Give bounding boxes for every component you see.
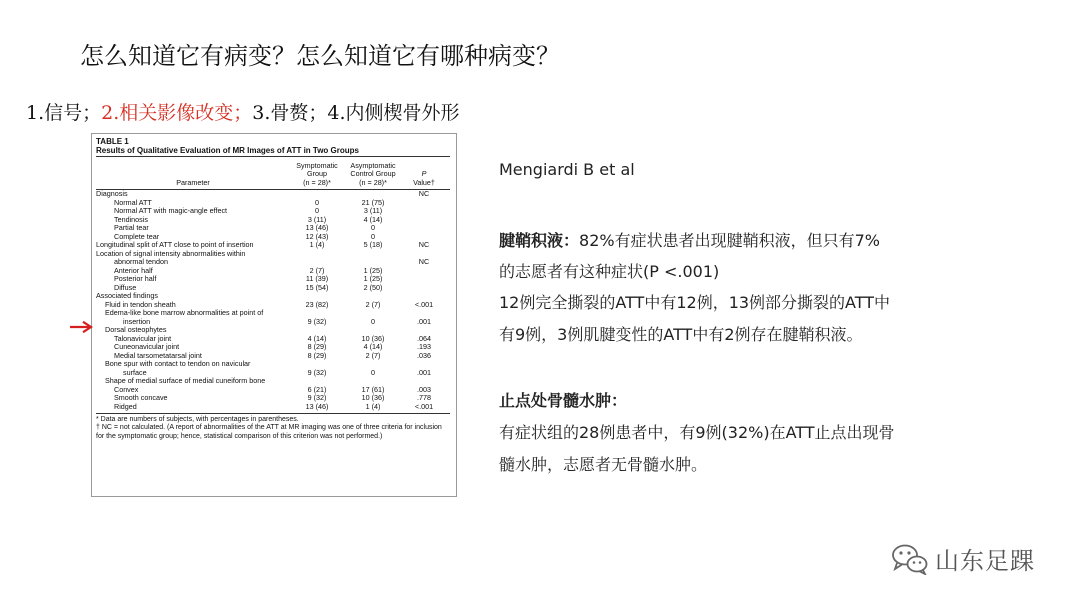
cell-asymptomatic: 3 (11) <box>363 206 383 215</box>
wechat-icon <box>891 543 929 575</box>
cell-asymptomatic: 1 (4) <box>365 401 381 411</box>
cell-symptomatic: 23 (82) <box>305 299 329 309</box>
table-row <box>96 403 450 412</box>
sheath-line-3: 12例完全撕裂的ATT中有12例，13例部分撕裂的ATT中 <box>499 293 891 312</box>
subline-part-1: 1.信号； <box>26 102 102 124</box>
subline-part-3: 3.骨赘；4.内侧楔骨外形 <box>252 102 460 124</box>
cell-p-value: .001 <box>417 316 431 326</box>
edema-line-1: 有症状组的28例患者中，有9例(32%)在ATT止点出现骨 <box>499 423 895 442</box>
cell-parameter: Medial tarsometatarsal joint <box>114 350 202 360</box>
sheath-line-1: 腱鞘积液：82%有症状患者出现腱鞘积液，但只有7% <box>499 231 880 250</box>
cell-p-value <box>404 267 444 276</box>
cell-parameter: abnormal tendon <box>114 257 168 266</box>
table-footnote-2: † NC = not calculated. (A report of abnormalities of the ATT at MR imaging was one of three criteria for inclusion for the symptomatic group; hence, statistical comparison of this criterion was not performed.) <box>96 424 442 440</box>
cell-parameter: Smooth concave <box>114 393 168 402</box>
cell-parameter: Edema-like bone marrow abnormalities at point of <box>105 308 264 317</box>
cell-parameter: Longitudinal split of ATT close to point of insertion <box>96 240 254 249</box>
cell-asymptomatic: 5 (18) <box>363 240 383 249</box>
sheath-line-2: 的志愿者有这种症状(P <.001) <box>499 262 720 281</box>
table-caption-number: TABLE 1 <box>96 137 129 146</box>
table-row <box>96 275 450 284</box>
cell-asymptomatic: 0 <box>371 316 375 326</box>
table-body <box>96 190 450 411</box>
cell-parameter: Cuneonavicular joint <box>114 342 180 351</box>
cell-parameter: Complete tear <box>114 231 160 241</box>
table-row <box>96 377 450 386</box>
table-row <box>96 216 450 225</box>
cell-symptomatic: 4 (14) <box>307 333 327 343</box>
cell-p-value: NC <box>418 240 430 249</box>
cell-asymptomatic: 1 (25) <box>363 274 383 283</box>
cell-parameter: Talonavicular joint <box>114 333 172 343</box>
cell-asymptomatic: 1 (25) <box>363 265 383 275</box>
cell-parameter: Diagnosis <box>96 189 128 198</box>
edema-line-2: 髓水肿，志愿者无骨髓水肿。 <box>499 455 708 474</box>
cell-p-value: <.001 <box>414 299 434 309</box>
slide-title: 怎么知道它有病变？怎么知道它有哪种病变？ <box>80 42 560 70</box>
cell-p-value: .193 <box>417 342 431 351</box>
cell-symptomatic: 9 (32) <box>307 367 327 377</box>
cell-parameter: Fluid in tendon sheath <box>105 299 176 309</box>
cell-parameter: Dorsal osteophytes <box>105 325 167 334</box>
table-row <box>96 207 450 216</box>
header-parameter: Parameter <box>176 177 210 187</box>
cell-parameter: Convex <box>114 384 139 394</box>
cell-symptomatic: 3 (11) <box>307 214 327 224</box>
cell-parameter: Location of signal intensity abnormalities within <box>96 248 246 258</box>
cell-asymptomatic: 0 <box>371 231 375 241</box>
cell-asymptomatic: 4 (14) <box>363 342 383 351</box>
reference-citation: Mengiardi B et al <box>499 160 635 179</box>
cell-symptomatic: 9 (32) <box>307 316 327 326</box>
table-image <box>91 133 457 497</box>
cell-p-value: .778 <box>417 393 431 402</box>
table-header-row <box>96 157 450 189</box>
cell-symptomatic <box>292 250 342 259</box>
header-asymptomatic: Asymptomatic Control Group (n = 28)* <box>350 160 396 187</box>
watermark <box>891 541 1035 576</box>
cell-symptomatic: 6 (21) <box>307 384 327 394</box>
cell-p-value <box>404 275 444 284</box>
watermark-text: 山东足踝 <box>935 547 1035 575</box>
cell-symptomatic: 12 (43) <box>305 231 329 241</box>
cell-asymptomatic: 0 <box>371 223 375 232</box>
cell-parameter: insertion <box>123 316 151 326</box>
table-footnote-1: * Data are numbers of subjects, with percentages in parentheses. <box>96 416 299 423</box>
cell-asymptomatic: 10 (36) <box>361 333 385 343</box>
header-symptomatic: Symptomatic Group (n = 28)* <box>296 160 338 187</box>
cell-p-value <box>404 216 444 225</box>
cell-parameter: Normal ATT with magic-angle effect <box>114 206 228 215</box>
cell-parameter: Anterior half <box>114 265 153 275</box>
cell-asymptomatic: 2 (7) <box>365 299 381 309</box>
cell-p-value: NC <box>418 189 430 198</box>
cell-p-value: .003 <box>417 384 431 394</box>
cell-symptomatic: 8 (29) <box>307 342 327 351</box>
cell-asymptomatic: 2 (50) <box>363 282 383 292</box>
cell-p-value: .036 <box>417 350 431 360</box>
cell-symptomatic: 2 (7) <box>309 265 325 275</box>
cell-p-value: .064 <box>417 333 431 343</box>
cell-asymptomatic: 0 <box>371 367 375 377</box>
sheath-line-4: 有9例，3例肌腱变性的ATT中有2例存在腱鞘积液。 <box>499 325 863 344</box>
table-row <box>96 394 450 403</box>
cell-asymptomatic: 4 (14) <box>363 214 383 224</box>
cell-parameter: Normal ATT <box>114 197 152 207</box>
cell-asymptomatic: 10 (36) <box>361 393 385 402</box>
cell-parameter: Partial tear <box>114 223 149 232</box>
red-arrow-icon <box>70 321 96 333</box>
table-caption-title: Results of Qualitative Evaluation of MR Images of ATT in Two Groups <box>96 146 359 155</box>
cell-symptomatic: 13 (46) <box>305 401 329 411</box>
cell-symptomatic: 0 <box>315 197 319 207</box>
cell-p-value <box>404 207 444 216</box>
cell-p-value <box>404 284 444 293</box>
cell-asymptomatic: 17 (61) <box>361 384 385 394</box>
cell-parameter: Shape of medial surface of medial cuneiform bone <box>105 376 266 385</box>
table-row <box>96 360 450 369</box>
cell-asymptomatic: 2 (7) <box>365 350 381 360</box>
cell-symptomatic: 13 (46) <box>305 223 329 232</box>
cell-parameter: Tendinosis <box>114 214 148 224</box>
cell-parameter: Associated findings <box>96 291 158 300</box>
cell-p-value: .001 <box>417 367 431 377</box>
cell-symptomatic: 15 (54) <box>305 282 329 292</box>
cell-symptomatic: 9 (32) <box>307 393 327 402</box>
results-table <box>96 137 450 441</box>
cell-symptomatic: 11 (39) <box>305 274 329 283</box>
cell-symptomatic: 8 (29) <box>307 350 327 360</box>
edema-heading: 止点处骨髓水肿： <box>499 391 628 410</box>
cell-parameter: surface <box>123 367 147 377</box>
cell-p-value: NC <box>418 257 430 266</box>
cell-parameter: Diffuse <box>114 282 137 292</box>
subline-part-2-highlight: 2.相关影像改变； <box>101 102 253 124</box>
cell-asymptomatic <box>342 250 404 259</box>
cell-parameter: Ridged <box>114 401 137 411</box>
sub-topic-line <box>26 98 460 125</box>
cell-parameter: Posterior half <box>114 274 157 283</box>
cell-symptomatic: 1 (4) <box>309 240 325 249</box>
cell-p-value: <.001 <box>414 401 434 411</box>
cell-p-value <box>404 224 444 233</box>
cell-parameter: Bone spur with contact to tendon on navicular <box>105 359 251 368</box>
sheath-heading: 腱鞘积液： <box>499 231 580 250</box>
header-p-value: P Value† <box>413 169 435 187</box>
cell-symptomatic: 0 <box>315 206 319 215</box>
cell-p-value <box>404 199 444 208</box>
cell-asymptomatic: 21 (75) <box>361 197 385 207</box>
